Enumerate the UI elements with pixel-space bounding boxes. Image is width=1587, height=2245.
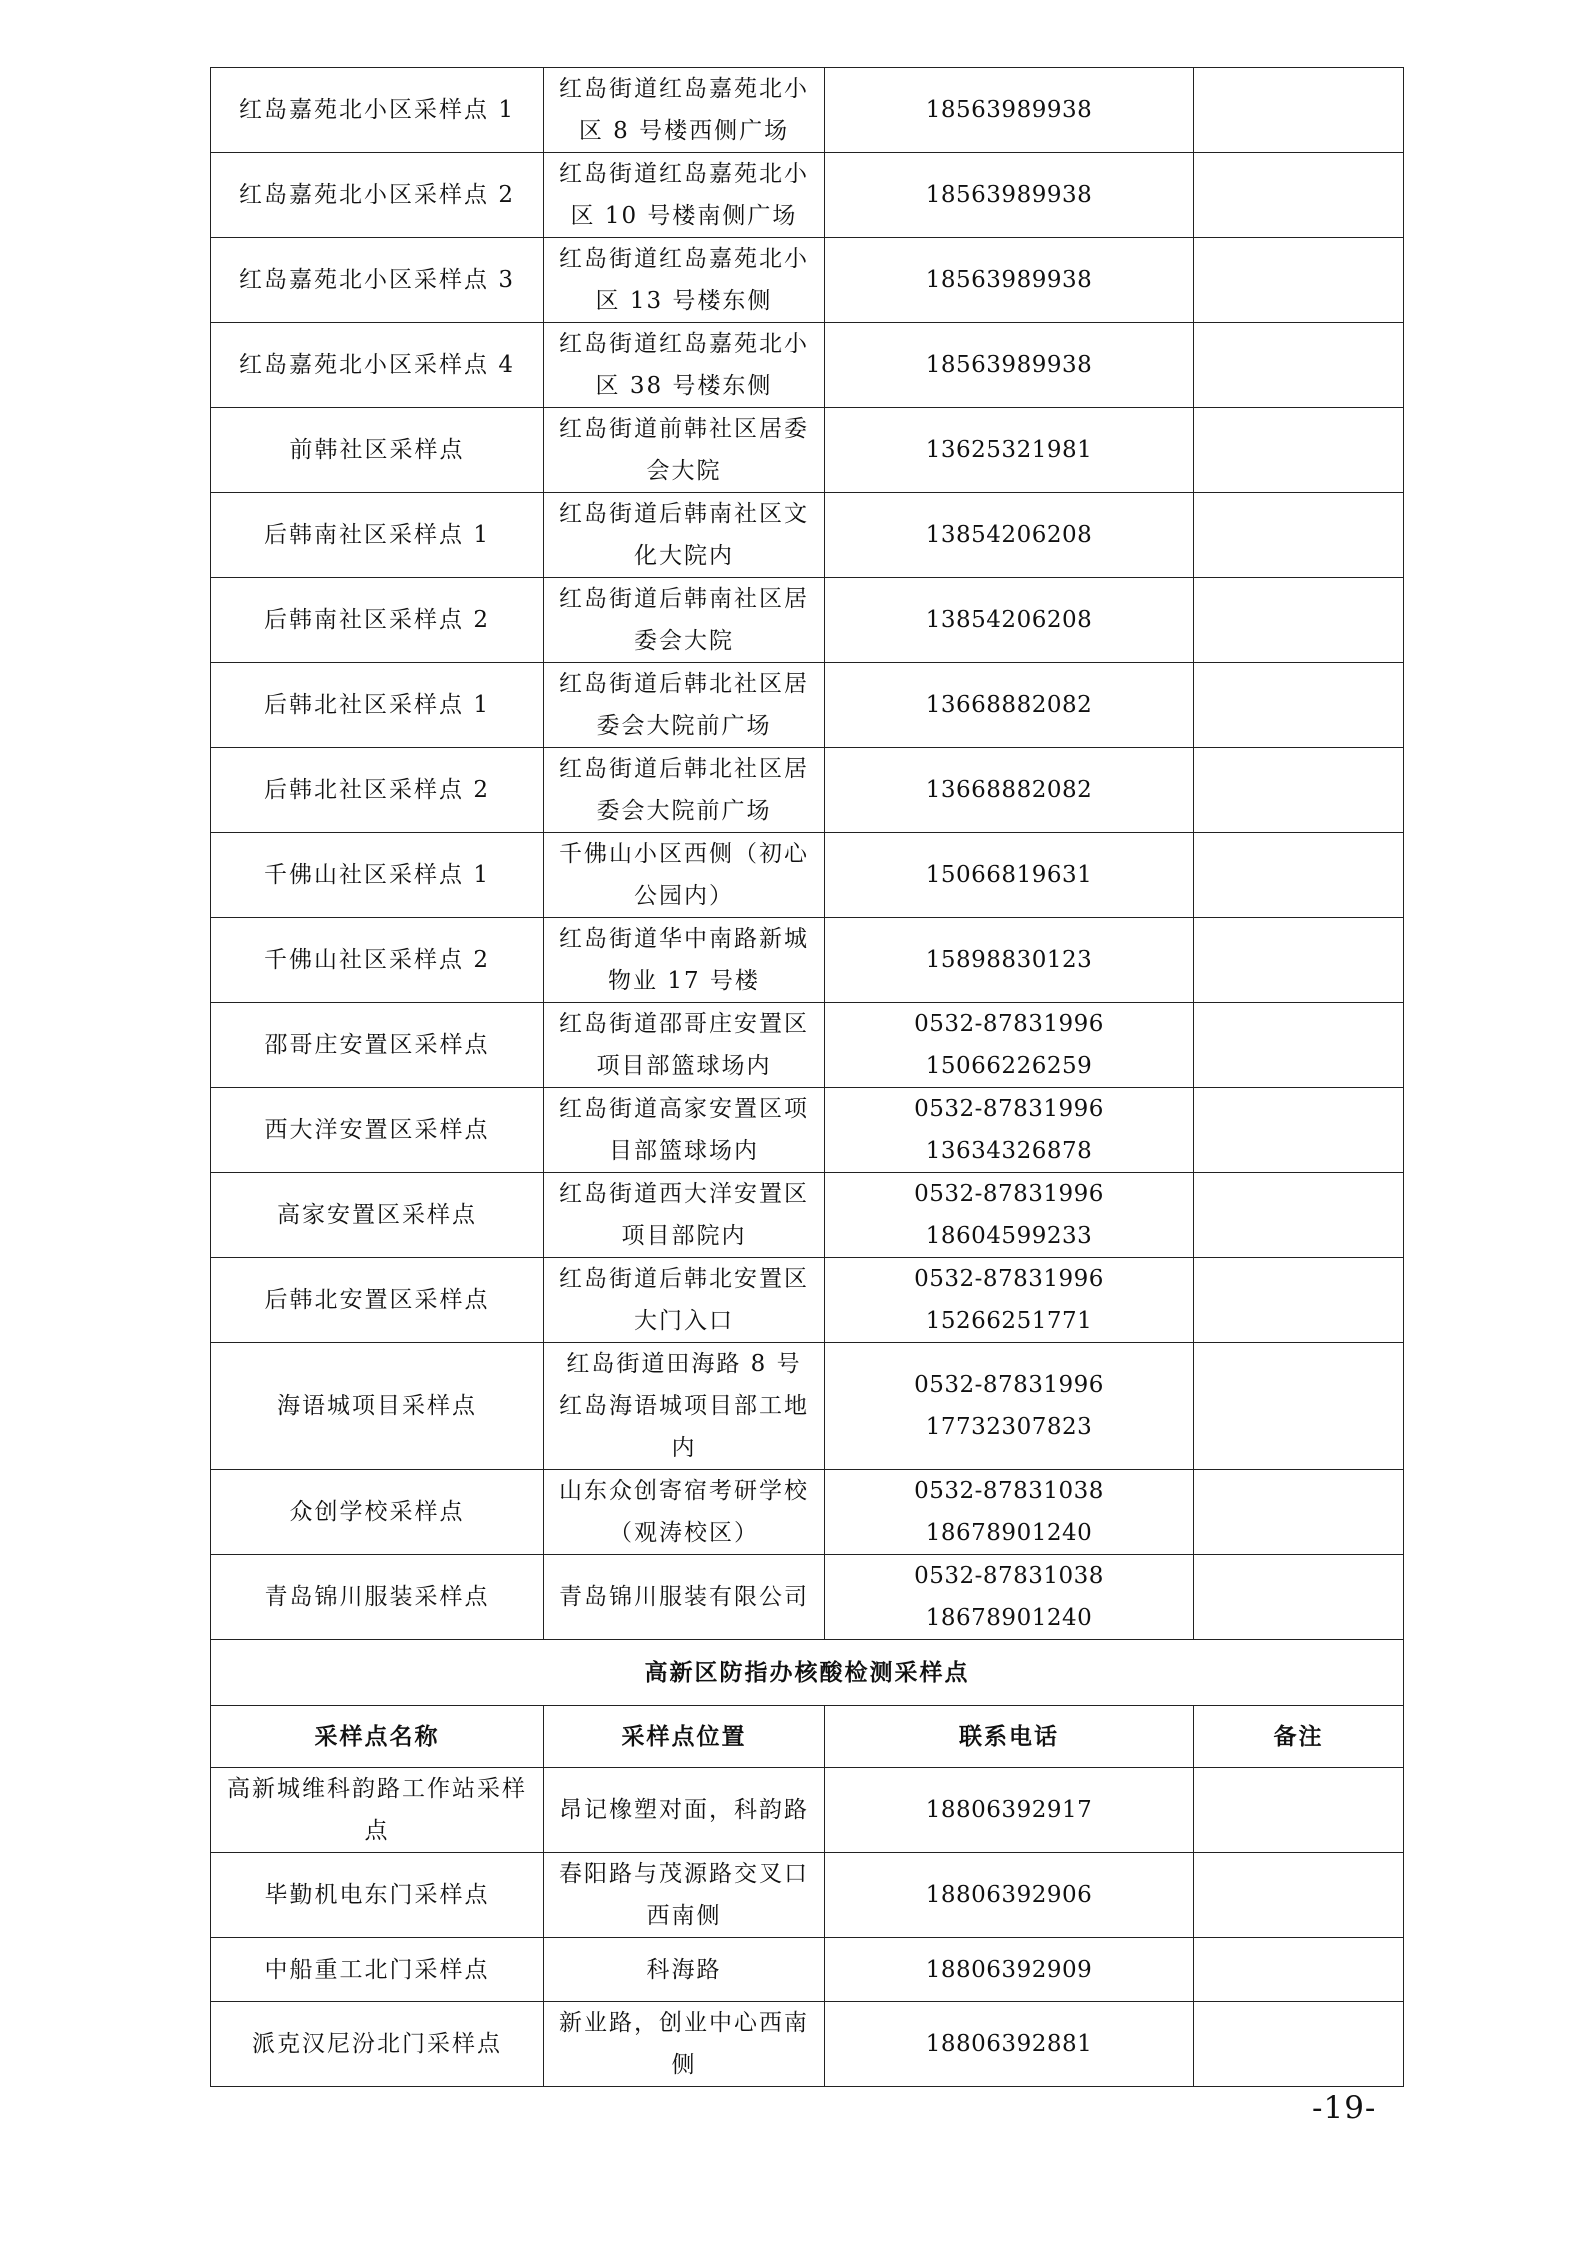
site-location: 红岛街道后韩北社区居委会大院前广场 (544, 663, 825, 748)
site-name: 毕勤机电东门采样点 (211, 1853, 544, 1938)
site-phone (825, 833, 1194, 918)
site-note (1194, 238, 1404, 323)
site-phone (825, 1853, 1194, 1938)
site-name: 众创学校采样点 (211, 1470, 544, 1555)
site-note (1194, 1088, 1404, 1173)
section-title: 高新区防指办核酸检测采样点 (211, 1640, 1404, 1706)
site-phone (825, 408, 1194, 493)
site-location: 红岛街道后韩北安置区大门入口 (544, 1258, 825, 1343)
phone-number: 13668882082 (925, 692, 1093, 718)
phone-number: 18678901240 (925, 1520, 1093, 1546)
phone-number: 18563989938 (925, 97, 1093, 123)
site-phone (825, 1938, 1194, 2002)
column-header-row (211, 1706, 1404, 1768)
table-row (211, 1003, 1404, 1088)
table-row (211, 918, 1404, 1003)
phone-number: 18806392906 (925, 1882, 1093, 1908)
site-name: 千佛山社区采样点 2 (211, 918, 544, 1003)
site-location: 红岛街道红岛嘉苑北小区 8 号楼西侧广场 (544, 68, 825, 153)
site-note (1194, 833, 1404, 918)
site-phone (825, 323, 1194, 408)
site-name: 红岛嘉苑北小区采样点 3 (211, 238, 544, 323)
phone-number: 0532-87831996 (914, 1372, 1104, 1398)
phone-number: 15898830123 (925, 947, 1093, 973)
section-title-row (211, 1640, 1404, 1706)
header-location: 采样点位置 (544, 1706, 825, 1768)
site-name: 后韩北社区采样点 2 (211, 748, 544, 833)
site-phone (825, 493, 1194, 578)
phone-number: 0532-87831996 (914, 1096, 1104, 1122)
site-name: 青岛锦川服装采样点 (211, 1555, 544, 1640)
site-phone (825, 1768, 1194, 1853)
site-phone (825, 1555, 1194, 1640)
table-row (211, 1938, 1404, 2002)
site-location: 红岛街道后韩南社区居委会大院 (544, 578, 825, 663)
phone-number: 0532-87831996 (914, 1011, 1104, 1037)
site-phone (825, 1088, 1194, 1173)
site-note (1194, 1173, 1404, 1258)
site-phone (825, 663, 1194, 748)
site-note (1194, 1853, 1404, 1938)
site-note (1194, 1343, 1404, 1470)
table-row (211, 833, 1404, 918)
site-location: 红岛街道前韩社区居委会大院 (544, 408, 825, 493)
site-note (1194, 493, 1404, 578)
site-name: 高家安置区采样点 (211, 1173, 544, 1258)
site-location: 红岛街道西大洋安置区项目部院内 (544, 1173, 825, 1258)
table-row (211, 1853, 1404, 1938)
table-row (211, 238, 1404, 323)
site-location: 新业路，创业中心西南侧 (544, 2002, 825, 2087)
site-note (1194, 323, 1404, 408)
site-phone (825, 238, 1194, 323)
table-row (211, 1343, 1404, 1470)
site-name: 中船重工北门采样点 (211, 1938, 544, 2002)
phone-number: 18563989938 (925, 267, 1093, 293)
header-phone: 联系电话 (825, 1706, 1194, 1768)
site-note (1194, 663, 1404, 748)
site-note (1194, 1555, 1404, 1640)
site-location: 山东众创寄宿考研学校（观涛校区） (544, 1470, 825, 1555)
site-name: 后韩南社区采样点 1 (211, 493, 544, 578)
table-row (211, 323, 1404, 408)
site-name: 后韩南社区采样点 2 (211, 578, 544, 663)
site-note (1194, 578, 1404, 663)
site-location: 昂记橡塑对面，科韵路 (544, 1768, 825, 1853)
table-row (211, 1173, 1404, 1258)
site-phone (825, 68, 1194, 153)
site-name: 高新城维科韵路工作站采样点 (211, 1768, 544, 1853)
site-name: 邵哥庄安置区采样点 (211, 1003, 544, 1088)
site-phone (825, 2002, 1194, 2087)
phone-number: 0532-87831996 (914, 1181, 1104, 1207)
site-name: 红岛嘉苑北小区采样点 1 (211, 68, 544, 153)
site-note (1194, 1470, 1404, 1555)
table-row (211, 1470, 1404, 1555)
phone-number: 18806392909 (925, 1956, 1093, 1983)
site-note (1194, 153, 1404, 238)
phone-number: 15066226259 (925, 1053, 1093, 1079)
site-location: 科海路 (544, 1938, 825, 2002)
phone-number: 18563989938 (925, 182, 1093, 208)
phone-number: 13634326878 (925, 1138, 1093, 1164)
site-phone (825, 748, 1194, 833)
site-note (1194, 68, 1404, 153)
site-phone (825, 1470, 1194, 1555)
site-note (1194, 1003, 1404, 1088)
phone-number: 18678901240 (925, 1605, 1093, 1631)
site-note (1194, 1258, 1404, 1343)
site-note (1194, 918, 1404, 1003)
site-note (1194, 1768, 1404, 1853)
table-row (211, 578, 1404, 663)
site-location: 红岛街道红岛嘉苑北小区 38 号楼东侧 (544, 323, 825, 408)
phone-number: 15066819631 (925, 862, 1093, 888)
sampling-points-table (210, 67, 1404, 2087)
table-row (211, 153, 1404, 238)
site-name: 前韩社区采样点 (211, 408, 544, 493)
site-name: 派克汉尼汾北门采样点 (211, 2002, 544, 2087)
phone-number: 0532-87831038 (914, 1478, 1104, 1504)
table-section-header (211, 1640, 1404, 1768)
site-phone (825, 1173, 1194, 1258)
site-location: 红岛街道后韩南社区文化大院内 (544, 493, 825, 578)
phone-number: 18604599233 (925, 1223, 1093, 1249)
table-row (211, 663, 1404, 748)
site-note (1194, 748, 1404, 833)
site-phone (825, 1003, 1194, 1088)
table-row (211, 68, 1404, 153)
site-name: 后韩北安置区采样点 (211, 1258, 544, 1343)
phone-number: 0532-87831038 (914, 1563, 1104, 1589)
site-name: 海语城项目采样点 (211, 1343, 544, 1470)
site-location: 红岛街道高家安置区项目部篮球场内 (544, 1088, 825, 1173)
site-phone (825, 1258, 1194, 1343)
table-body-gaoxin (211, 1768, 1404, 2087)
site-location: 青岛锦川服装有限公司 (544, 1555, 825, 1640)
site-location: 红岛街道红岛嘉苑北小区 10 号楼南侧广场 (544, 153, 825, 238)
table-row (211, 493, 1404, 578)
phone-number: 13668882082 (925, 777, 1093, 803)
site-name: 后韩北社区采样点 1 (211, 663, 544, 748)
site-location: 红岛街道邵哥庄安置区项目部篮球场内 (544, 1003, 825, 1088)
site-location: 红岛街道后韩北社区居委会大院前广场 (544, 748, 825, 833)
table-row (211, 1088, 1404, 1173)
phone-number: 0532-87831996 (914, 1266, 1104, 1292)
phone-number: 18806392917 (925, 1797, 1093, 1823)
site-note (1194, 1938, 1404, 2002)
phone-number: 13854206208 (925, 522, 1093, 548)
phone-number: 18806392881 (925, 2031, 1093, 2057)
site-name: 红岛嘉苑北小区采样点 4 (211, 323, 544, 408)
site-phone (825, 578, 1194, 663)
header-name: 采样点名称 (211, 1706, 544, 1768)
site-note (1194, 2002, 1404, 2087)
table-row (211, 1258, 1404, 1343)
site-location: 红岛街道华中南路新城物业 17 号楼 (544, 918, 825, 1003)
site-location: 红岛街道田海路 8 号红岛海语城项目部工地内 (544, 1343, 825, 1470)
site-note (1194, 408, 1404, 493)
site-phone (825, 1343, 1194, 1470)
site-phone (825, 153, 1194, 238)
phone-number: 13625321981 (925, 437, 1093, 463)
site-name: 红岛嘉苑北小区采样点 2 (211, 153, 544, 238)
phone-number: 13854206208 (925, 607, 1093, 633)
site-location: 红岛街道红岛嘉苑北小区 13 号楼东侧 (544, 238, 825, 323)
page-number: -19- (1312, 2090, 1377, 2126)
table-row (211, 1768, 1404, 1853)
site-phone (825, 918, 1194, 1003)
table-row (211, 748, 1404, 833)
table-row (211, 1555, 1404, 1640)
table-row (211, 408, 1404, 493)
phone-number: 15266251771 (925, 1308, 1093, 1334)
table-body-hongdao (211, 68, 1404, 1640)
phone-number: 17732307823 (925, 1414, 1093, 1440)
table-row (211, 2002, 1404, 2087)
header-note: 备注 (1194, 1706, 1404, 1768)
site-name: 千佛山社区采样点 1 (211, 833, 544, 918)
phone-number: 18563989938 (925, 352, 1093, 378)
site-name: 西大洋安置区采样点 (211, 1088, 544, 1173)
site-location: 春阳路与茂源路交叉口西南侧 (544, 1853, 825, 1938)
site-location: 千佛山小区西侧（初心公园内） (544, 833, 825, 918)
